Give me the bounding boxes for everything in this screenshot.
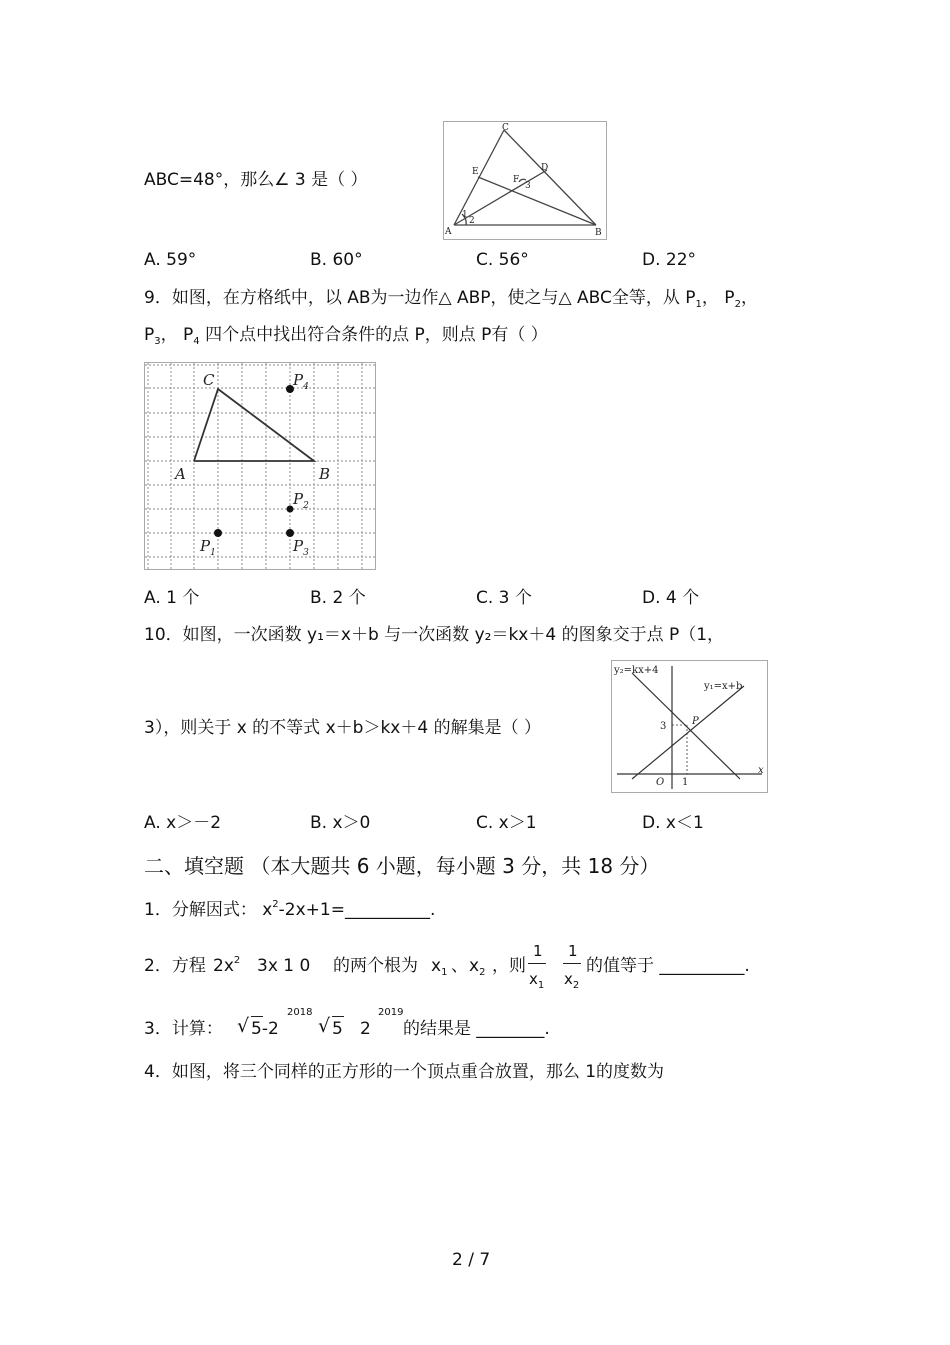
fill-question-1: 1．分解因式： $x^2-2x+1=\_\_\_\_\_\_\_\_\_\_$. [144,899,436,920]
q9-option-c: C. 3 个 [476,588,532,608]
q8-label-e: E [472,167,479,177]
q8-stem: ABC=48°，那么∠ 3 是（ ） [144,170,368,190]
q9-grid-figure [144,362,376,570]
q8-label-2: 2 [469,216,475,226]
q8-option-c: C. 56° [476,250,529,270]
q10-option-d: D. x＜1 [642,813,704,833]
q8-triangle-figure [443,121,607,240]
q10-option-a: A. x＞－2 [144,813,222,833]
q9-label-p1: $P_1$ [200,537,216,558]
q10-label-o: O [656,777,665,788]
q10-label-1: 1 [682,777,689,788]
q10-label-p: P [692,716,699,727]
q10-line2: 3），则关于 x 的不等式 x＋b＞kx＋4 的解集是（ ） [144,718,541,738]
q10-option-b: B. x＞0 [310,813,371,833]
q9-label-a: A [175,465,186,483]
q9-option-d: D. 4 个 [642,588,700,608]
q8-option-b: B. 60° [310,250,363,270]
q9-line1: 9．如图，在方格纸中，以 AB为一边作△ ABP，使之与△ ABC全等，从 $P_1$， $P_2$， [144,288,758,310]
q10-label-f2: y₂=kx+4 [614,665,659,676]
q8-label-c: C [502,123,509,133]
q10-label-f1: y₁=x+b [704,681,743,692]
q9-line2: $P_3$， $P_4$ 四个点中找出符合条件的点 P，则点 P有（ ） [144,325,548,347]
fill-question-4: 4．如图，将三个同样的正方形的一个顶点重合放置，那么 1的度数为 [144,1062,665,1082]
q9-label-p2: $P_2$ [293,490,309,511]
q9-label-c: C [203,371,215,389]
q9-option-a: A. 1 个 [144,588,200,608]
page-number: 2 / 7 [452,1250,491,1270]
q8-option-d: D. 22° [642,250,697,270]
q8-label-f: F [513,175,520,185]
q10-label-3: 3 [660,721,667,732]
q10-graph-figure [611,660,768,793]
sqrt-sign: √ [318,1015,331,1037]
q8-label-b: B [595,228,602,238]
q8-label-1: 1 [462,210,468,220]
section-heading: 二、填空题 （本大题共 6 小题，每小题 3 分，共 18 分） [144,854,660,878]
q9-label-p4: $P_4$ [293,371,309,392]
q8-label-d: D [541,163,549,173]
q10-line1: 10．如图，一次函数 y₁＝x＋b 与一次函数 y₂＝kx＋4 的图象交于点 P（1， [144,625,725,645]
q9-label-b: B [319,465,331,483]
q8-option-a: A. 59° [144,250,197,270]
q8-label-3: 3 [525,181,531,191]
sqrt-sign: √ [237,1015,250,1037]
q8-label-a: A [445,227,452,237]
q10-label-x: x [758,765,764,776]
q10-option-c: C. x＞1 [476,813,537,833]
q9-label-p3: $P_3$ [293,537,309,558]
q9-option-b: B. 2 个 [310,588,366,608]
